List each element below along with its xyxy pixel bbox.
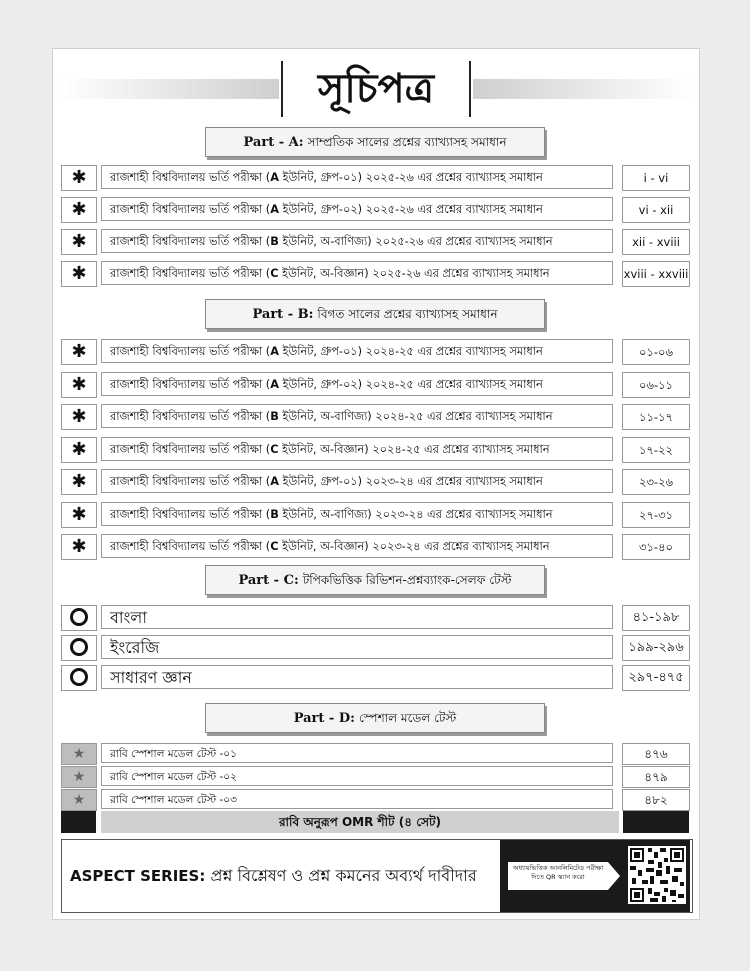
item-title-suffix: ইউনিট, অ-বাণিজ্য) ২০২৩-২৪ এর প্রশ্নের ব্যাখ্যাসহ সমাধান bbox=[278, 507, 553, 521]
item-title bbox=[101, 534, 613, 558]
item-title bbox=[101, 261, 613, 285]
model-test-label: রাবি স্পেশাল মডেল টেস্ট -০১ bbox=[101, 743, 613, 763]
item-title bbox=[101, 502, 613, 526]
banner-series: ASPECT SERIES: bbox=[70, 867, 206, 885]
item-title bbox=[101, 404, 613, 428]
omr-block-right bbox=[623, 811, 689, 833]
subject-label: সাধারণ জ্ঞান bbox=[101, 665, 613, 689]
title-decor-left bbox=[59, 79, 279, 99]
part-b-id: Part - B: bbox=[252, 307, 314, 322]
item-page-range: ০১-০৬ bbox=[622, 339, 690, 365]
list-item bbox=[61, 229, 691, 255]
circle-icon bbox=[70, 608, 88, 626]
circle-icon bbox=[70, 638, 88, 656]
star-icon: ★ bbox=[61, 766, 97, 788]
title-decor-right bbox=[473, 79, 693, 99]
item-unit: A bbox=[270, 203, 279, 216]
aspect-series-banner bbox=[61, 839, 693, 913]
part-b-title: বিগত সালের প্রশ্নের ব্যাখ্যাসহ সমাধান bbox=[317, 307, 498, 321]
subject-page-range: ৪১-১৯৮ bbox=[622, 605, 690, 631]
part-c-title: টপিকভিত্তিক রিভিশন-প্রশ্নব্যাংক-সেলফ টেস্ট bbox=[302, 573, 512, 587]
qr-label: অধ্যায়ভিত্তিক আনলিমিটেড পরীক্ষা দিতে QR স্ক্যান করো bbox=[508, 862, 608, 890]
item-title-suffix: ইউনিট, গ্রুপ-০১) ২০২৪-২৫ এর প্রশ্নের ব্যাখ্যাসহ সমাধান bbox=[278, 345, 543, 358]
item-unit: B bbox=[270, 410, 279, 423]
item-title-suffix: ইউনিট, গ্রুপ-০২) ২০২৫-২৬ এর প্রশ্নের ব্যাখ্যাসহ সমাধান bbox=[278, 203, 543, 216]
item-title-prefix: রাজশাহী বিশ্ববিদ্যালয় ভর্তি পরীক্ষা ( bbox=[110, 410, 271, 423]
item-title-prefix: রাজশাহী বিশ্ববিদ্যালয় ভর্তি পরীক্ষা ( bbox=[110, 540, 271, 553]
item-title-suffix: ইউনিট, অ-বাণিজ্য) ২০২৫-২৬ এর প্রশ্নের ব্যাখ্যাসহ সমাধান bbox=[278, 235, 553, 248]
item-title-suffix: ইউনিট, গ্রুপ-০২) ২০২৪-২৫ এর প্রশ্নের ব্যাখ্যাসহ সমাধান bbox=[278, 377, 543, 391]
item-unit: A bbox=[270, 171, 279, 184]
part-a-id: Part - A: bbox=[243, 135, 304, 150]
part-a-title: সাম্প্রতিক সালের প্রশ্নের ব্যাখ্যাসহ সমাধান bbox=[307, 135, 507, 149]
list-item bbox=[61, 404, 691, 430]
item-title bbox=[101, 372, 613, 396]
omr-label: রাবি অনুরূপ OMR শীট (৪ সেট) bbox=[101, 811, 619, 833]
item-title-suffix: ইউনিট, গ্রুপ-০১) ২০২৫-২৬ এর প্রশ্নের ব্যাখ্যাসহ সমাধান bbox=[278, 171, 543, 184]
asterisk-icon: ✱ bbox=[61, 261, 97, 287]
part-c-heading bbox=[205, 565, 545, 595]
omr-block-left bbox=[61, 811, 96, 833]
list-item bbox=[61, 534, 691, 560]
item-page-range: ১১-১৭ bbox=[622, 404, 690, 430]
asterisk-icon: ✱ bbox=[61, 404, 97, 430]
list-item bbox=[61, 372, 691, 398]
item-title-prefix: রাজশাহী বিশ্ববিদ্যালয় ভর্তি পরীক্ষা ( bbox=[110, 267, 271, 280]
item-unit: C bbox=[270, 442, 279, 456]
subject-item bbox=[61, 665, 691, 691]
circle-bullet bbox=[61, 605, 97, 631]
asterisk-icon: ✱ bbox=[61, 339, 97, 365]
item-unit: A bbox=[270, 377, 279, 391]
part-b-heading bbox=[205, 299, 545, 329]
subject-item bbox=[61, 635, 691, 661]
model-test-page: ৪৭৯ bbox=[622, 766, 690, 788]
asterisk-icon: ✱ bbox=[61, 372, 97, 398]
item-title-suffix: ইউনিট, অ-বিজ্ঞান) ২০২৫-২৬ এর প্রশ্নের ব্যাখ্যাসহ সমাধান bbox=[278, 267, 550, 280]
subject-item bbox=[61, 605, 691, 631]
omr-row bbox=[61, 811, 691, 835]
item-title bbox=[101, 469, 613, 493]
item-unit: B bbox=[270, 507, 279, 521]
item-title bbox=[101, 165, 613, 189]
item-title-suffix: ইউনিট, গ্রুপ-০১) ২০২৩-২৪ এর প্রশ্নের ব্যাখ্যাসহ সমাধান bbox=[278, 475, 543, 488]
item-page-range: ৩১-৪০ bbox=[622, 534, 690, 560]
qr-panel bbox=[500, 840, 690, 912]
circle-bullet bbox=[61, 665, 97, 691]
list-item bbox=[61, 165, 691, 191]
list-item bbox=[61, 197, 691, 223]
item-title bbox=[101, 437, 613, 461]
model-test-label: রাবি স্পেশাল মডেল টেস্ট -০৩ bbox=[101, 789, 613, 809]
star-icon: ★ bbox=[61, 743, 97, 765]
part-d-heading bbox=[205, 703, 545, 733]
part-c-id: Part - C: bbox=[238, 573, 299, 588]
part-a-heading bbox=[205, 127, 545, 157]
item-page-range: ০৬-১১ bbox=[622, 372, 690, 398]
part-d-title: স্পেশাল মডেল টেস্ট bbox=[358, 711, 457, 725]
item-title-prefix: রাজশাহী বিশ্ববিদ্যালয় ভর্তি পরীক্ষা ( bbox=[110, 475, 271, 488]
model-test-label: রাবি স্পেশাল মডেল টেস্ট -০২ bbox=[101, 766, 613, 786]
asterisk-icon: ✱ bbox=[61, 437, 97, 463]
arrow-right-icon bbox=[608, 862, 620, 890]
circle-icon bbox=[70, 668, 88, 686]
circle-bullet bbox=[61, 635, 97, 661]
item-title-suffix: ইউনিট, অ-বাণিজ্য) ২০২৪-২৫ এর প্রশ্নের ব্যাখ্যাসহ সমাধান bbox=[278, 410, 553, 423]
asterisk-icon: ✱ bbox=[61, 197, 97, 223]
item-title-prefix: রাজশাহী বিশ্ববিদ্যালয় ভর্তি পরীক্ষা ( bbox=[110, 203, 271, 216]
item-unit: B bbox=[270, 235, 279, 248]
item-title-prefix: রাজশাহী বিশ্ববিদ্যালয় ভর্তি পরীক্ষা ( bbox=[110, 345, 271, 358]
list-item bbox=[61, 469, 691, 495]
item-title-prefix: রাজশাহী বিশ্ববিদ্যালয় ভর্তি পরীক্ষা ( bbox=[110, 171, 271, 184]
title-area bbox=[53, 61, 699, 119]
model-test-page: ৪৭৬ bbox=[622, 743, 690, 765]
star-icon: ★ bbox=[61, 789, 97, 811]
item-title bbox=[101, 197, 613, 221]
item-title bbox=[101, 229, 613, 253]
item-page-range: ১৭-২২ bbox=[622, 437, 690, 463]
item-title-prefix: রাজশাহী বিশ্ববিদ্যালয় ভর্তি পরীক্ষা ( bbox=[110, 507, 271, 521]
model-test-page: ৪৮২ bbox=[622, 789, 690, 811]
item-page-range: i - vi bbox=[622, 165, 690, 191]
item-page-range: ২৩-২৬ bbox=[622, 469, 690, 495]
page-title: সূচিপত্র bbox=[281, 61, 471, 117]
item-unit: A bbox=[270, 475, 279, 488]
asterisk-icon: ✱ bbox=[61, 469, 97, 495]
item-title-prefix: রাজশাহী বিশ্ববিদ্যালয় ভর্তি পরীক্ষা ( bbox=[110, 442, 271, 456]
item-page-range: xii - xviii bbox=[622, 229, 690, 255]
list-item bbox=[61, 502, 691, 528]
item-unit: C bbox=[270, 540, 279, 553]
subject-label: বাংলা bbox=[101, 605, 613, 629]
asterisk-icon: ✱ bbox=[61, 502, 97, 528]
item-title-prefix: রাজশাহী বিশ্ববিদ্যালয় ভর্তি পরীক্ষা ( bbox=[110, 235, 271, 248]
qr-code-icon[interactable] bbox=[628, 846, 686, 904]
banner-text bbox=[70, 840, 477, 912]
item-unit: C bbox=[270, 267, 279, 280]
list-item bbox=[61, 261, 691, 287]
item-page-range: vi - xii bbox=[622, 197, 690, 223]
asterisk-icon: ✱ bbox=[61, 534, 97, 560]
subject-label: ইংরেজি bbox=[101, 635, 613, 659]
list-item bbox=[61, 339, 691, 365]
subject-page-range: ২৯৭-৪৭৫ bbox=[622, 665, 690, 691]
part-d-id: Part - D: bbox=[293, 711, 355, 726]
asterisk-icon: ✱ bbox=[61, 229, 97, 255]
contents-sheet bbox=[52, 48, 700, 920]
list-item bbox=[61, 437, 691, 463]
asterisk-icon: ✱ bbox=[61, 165, 97, 191]
subject-page-range: ১৯৯-২৯৬ bbox=[622, 635, 690, 661]
item-title bbox=[101, 339, 613, 363]
item-page-range: ২৭-৩১ bbox=[622, 502, 690, 528]
item-page-range: xviii - xxviii bbox=[622, 261, 690, 287]
item-title-suffix: ইউনিট, অ-বিজ্ঞান) ২০২৩-২৪ এর প্রশ্নের ব্যাখ্যাসহ সমাধান bbox=[278, 540, 550, 553]
item-title-prefix: রাজশাহী বিশ্ববিদ্যালয় ভর্তি পরীক্ষা ( bbox=[110, 377, 271, 391]
item-title-suffix: ইউনিট, অ-বিজ্ঞান) ২০২৪-২৫ এর প্রশ্নের ব্যাখ্যাসহ সমাধান bbox=[278, 442, 550, 456]
banner-tagline: প্রশ্ন বিশ্লেষণ ও প্রশ্ন কমনের অব্যর্থ দাবীদার bbox=[210, 866, 477, 885]
item-unit: A bbox=[270, 345, 279, 358]
